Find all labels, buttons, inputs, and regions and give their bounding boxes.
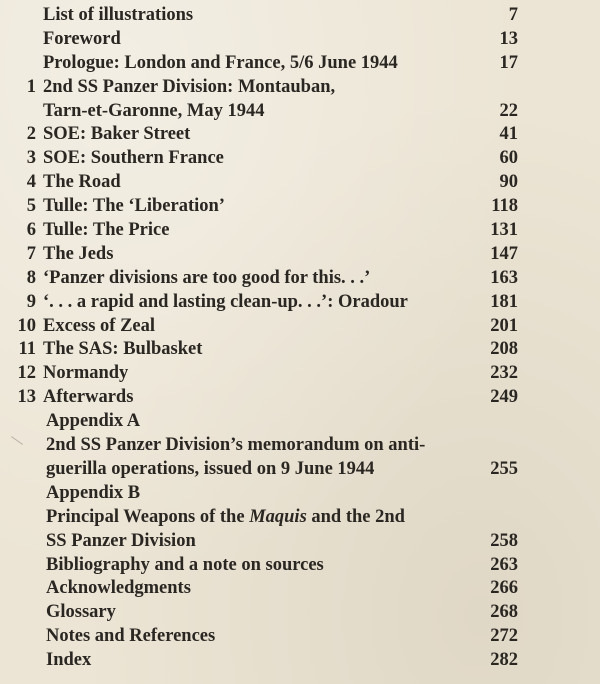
toc-entry-page: 208 (490, 339, 518, 360)
toc-entry-prologue (0, 52, 600, 76)
toc-entry-title: Appendix B (46, 482, 141, 503)
toc-entry-chapter-7 (0, 243, 600, 267)
toc-entry-title-line: SS Panzer Division (46, 530, 196, 551)
toc-entry-title (46, 434, 425, 482)
toc-entry-title (43, 76, 335, 124)
toc-entry-title: Bibliography and a note on sources (46, 554, 324, 575)
toc-entry-title: The Road (43, 172, 121, 193)
toc-entry-appendix-a-heading (0, 410, 600, 434)
toc-entry-title: Afterwards (43, 387, 134, 408)
toc-entry-page: 7 (508, 5, 518, 25)
toc-entry-page: 118 (491, 196, 518, 217)
toc-entry-list-of-illustrations (0, 4, 600, 28)
toc-entry-number: 11 (18, 339, 36, 360)
toc-entry-title: Tulle: The Price (43, 220, 170, 241)
toc-entry-number: 8 (26, 267, 36, 288)
toc-entry-page: 90 (499, 172, 518, 193)
toc-entry-acknowledgments (0, 577, 600, 601)
toc-entry-chapter-6 (0, 219, 600, 243)
toc-entry-appendix-b-heading (0, 482, 600, 506)
toc-entry-page: 282 (490, 650, 518, 671)
toc-entry-title (46, 506, 405, 554)
toc-entry-title: The Jeds (43, 243, 114, 264)
toc-entry-index (0, 649, 600, 673)
toc-entry-title: The SAS: Bulbasket (43, 339, 203, 360)
toc-entry-page: 131 (490, 220, 518, 241)
toc-entry-number: 9 (26, 291, 36, 312)
toc-entry-page: 60 (499, 148, 518, 169)
toc-entry-title-part: Principal Weapons of the (46, 506, 250, 527)
toc-entry-chapter-5 (0, 195, 600, 219)
toc-entry-page: 41 (499, 124, 518, 145)
toc-entry-title: Index (46, 650, 92, 671)
toc-entry-foreword (0, 28, 600, 52)
toc-entry-page: 232 (490, 363, 518, 384)
toc-entry-chapter-1 (0, 76, 600, 124)
toc-entry-page: 249 (490, 387, 518, 408)
toc-entry-chapter-10 (0, 315, 600, 339)
toc-entry-page: 268 (490, 602, 518, 623)
toc-entry-page: 258 (490, 530, 518, 551)
toc-entry-title: SOE: Baker Street (43, 124, 191, 145)
toc-entry-page: 255 (490, 458, 518, 479)
toc-entry-chapter-12 (0, 362, 600, 386)
toc-entry-title: Prologue: London and France, 5/6 June 1944 (43, 52, 398, 73)
toc-entry-chapter-13 (0, 386, 600, 410)
toc-entry-page: 201 (490, 315, 518, 336)
toc-entry-number: 6 (26, 220, 36, 241)
toc-entry-page: 163 (490, 267, 518, 288)
toc-entry-page: 272 (490, 626, 518, 647)
toc-entry-number: 5 (26, 196, 36, 217)
toc-entry-number: 12 (17, 363, 36, 384)
toc-entry-notes-and-references (0, 625, 600, 649)
toc-entry-title-line: 2nd SS Panzer Division: Montauban, (43, 76, 336, 97)
toc-entry-title: SOE: Southern France (43, 148, 224, 169)
table-of-contents (0, 4, 600, 673)
toc-entry-title: ‘. . . a rapid and lasting clean-up. . .’: Oradour (43, 291, 408, 312)
toc-entry-title: Normandy (43, 363, 129, 384)
toc-entry-title-line: 2nd SS Panzer Division’s memorandum on anti- (46, 435, 426, 456)
toc-entry-chapter-2 (0, 123, 600, 147)
toc-entry-chapter-3 (0, 147, 600, 171)
toc-entry-title-part: and the 2nd (306, 506, 405, 527)
toc-entry-number: 2 (26, 124, 36, 145)
toc-entry-number: 3 (26, 148, 36, 169)
toc-entry-title: Notes and References (46, 626, 216, 647)
toc-entry-title: Acknowledgments (46, 578, 191, 599)
toc-entry-title: Glossary (46, 602, 116, 623)
toc-entry-title-line (46, 506, 405, 530)
toc-entry-chapter-9 (0, 291, 600, 315)
toc-entry-glossary (0, 601, 600, 625)
toc-entry-page: 266 (490, 578, 518, 599)
toc-entry-title: Excess of Zeal (43, 315, 156, 336)
toc-entry-title-line: guerilla operations, issued on 9 June 1944 (46, 458, 375, 479)
toc-entry-number: 1 (26, 76, 36, 97)
toc-entry-page: 22 (499, 100, 518, 121)
toc-entry-number: 4 (26, 172, 36, 193)
toc-entry-page: 17 (499, 52, 518, 73)
toc-entry-page: 13 (499, 28, 518, 49)
toc-entry-title: Foreword (43, 28, 121, 49)
toc-entry-chapter-11 (0, 338, 600, 362)
toc-entry-number: 7 (26, 243, 36, 264)
toc-entry-number: 13 (17, 387, 36, 408)
toc-entry-title: List of illustrations (43, 5, 194, 25)
toc-entry-title: Appendix A (46, 411, 141, 432)
toc-entry-number: 10 (17, 315, 36, 336)
toc-entry-title-line: Tarn-et-Garonne, May 1944 (43, 100, 265, 121)
toc-entry-bibliography (0, 554, 600, 578)
toc-entry-appendix-a (0, 434, 600, 482)
toc-entry-title: ‘Panzer divisions are too good for this. . .’ (43, 267, 371, 288)
toc-entry-chapter-4 (0, 171, 600, 195)
toc-entry-title-italic: Maquis (249, 506, 307, 527)
toc-entry-page: 147 (490, 243, 518, 264)
toc-entry-appendix-b (0, 506, 600, 554)
toc-entry-title: Tulle: The ‘Liberation’ (43, 196, 225, 217)
toc-entry-page: 181 (490, 291, 518, 312)
toc-entry-page: 263 (490, 554, 518, 575)
toc-entry-chapter-8 (0, 267, 600, 291)
